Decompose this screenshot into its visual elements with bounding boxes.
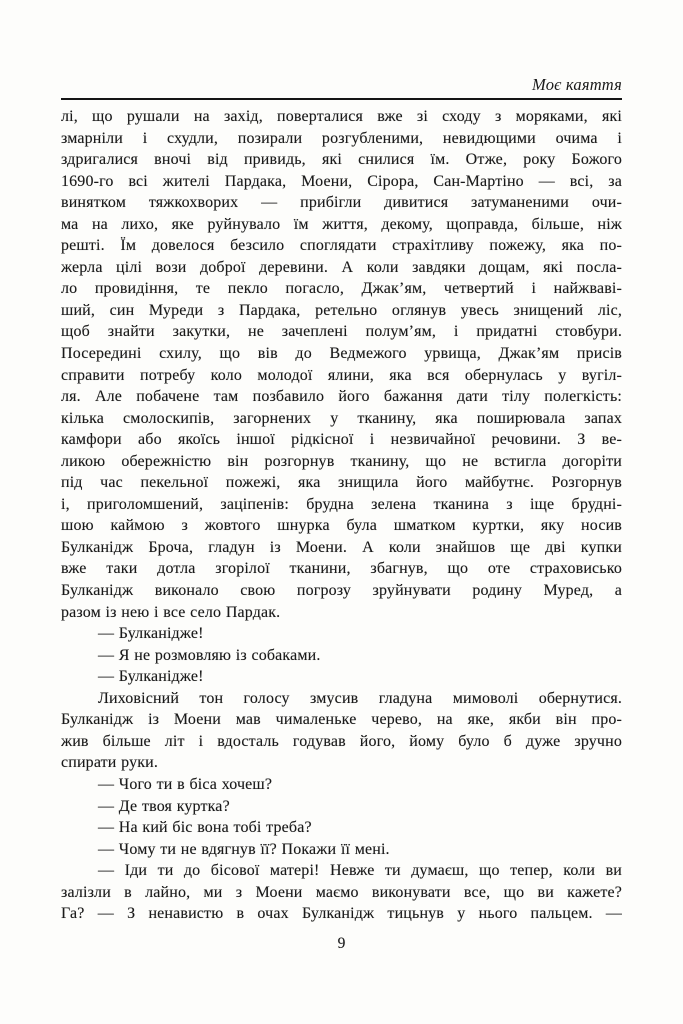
text-line: змарніли і схудли, позирали розгубленими, невидющими очима і — [61, 129, 622, 147]
text-line: Посередині схилу, що вів до Ведмежого урвища, Джак’ям присів — [61, 345, 622, 363]
text-line: ликою обережністю він розгорнув тканину, що не встигла догоріти — [61, 452, 622, 470]
dialogue-line: — Булканідже! — [98, 668, 204, 686]
text-line: і, приголомшений, заціпенів: брудна зелена тканина з іще брудні- — [61, 495, 622, 513]
text-line: кілька смолоскипів, загорнених у тканину, яка поширювала запах — [61, 409, 622, 427]
text-line: Лиховісний тон голосу змусив гладуна мимоволі обернутися. — [98, 689, 622, 707]
text-line: 1690-го всі жителі Пардака, Моени, Сірора, Сан-Мартіно — всі, за — [61, 172, 622, 190]
text-line: ля. Але побачене там позбавило його бажання дати тілу полегкість: — [61, 388, 622, 406]
text-line: Булканідж із Моени мав чималеньке черево, на яке, якби він про- — [61, 711, 622, 729]
dialogue-line: — Де твоя куртка? — [98, 797, 230, 815]
dialogue-line: — Іди ти до бісової матері! Невже ти думаєш, що тепер, коли ви — [98, 862, 622, 880]
text-line: жив більше літ і вдосталь годував його, йому було б дуже зручно — [61, 732, 622, 750]
text-line: решті. Їм довелося безсило споглядати страхітливу пожежу, яка по- — [61, 237, 622, 255]
text-line: під час пекельної пожежі, яка знищила його майбутнє. Розгорнув — [61, 474, 622, 492]
text-line: ма на лихо, яке руйнувало їм життя, декому, щоправда, більше, ніж — [61, 215, 622, 233]
dialogue-line: — Чому ти не вдягнув її? Покажи її мені. — [98, 840, 390, 858]
page-number: 9 — [337, 934, 346, 952]
dialogue-line: — Булканідже! — [98, 625, 204, 643]
running-header — [61, 0, 622, 96]
text-line: разом із нею і все село Пардак. — [61, 603, 281, 621]
text-line: залізли в лайно, ми з Моени маємо виконувати все, що ви кажете? — [61, 883, 622, 901]
text-line: щоб знайти закутки, не зачеплені полум’ям, і придатні стовбури. — [61, 323, 622, 341]
dialogue-line: — Чого ти в біса хочеш? — [98, 775, 273, 793]
text-line: лі, що рушали на захід, поверталися вже зі сходу з моряками, які — [61, 108, 622, 125]
text-line: здригалися вночі від привидь, які снилися їм. Отже, року Божого — [61, 151, 622, 169]
text-line: камфори або якоїсь іншої рідкісної і незвичайної речовини. З ве- — [61, 431, 622, 449]
text-line: справити потребу коло молодої ялини, яка вся обернулась у вугіл- — [61, 366, 622, 384]
text-line: жерла цілі вози доброї деревини. А коли завдяки дощам, які посла- — [61, 258, 622, 276]
text-line: Булканідж Броча, гладун із Моени. А коли знайшов ще дві купки — [61, 538, 622, 556]
dialogue-line: — Я не розмовляю із собаками. — [98, 646, 321, 664]
text-line: Га? — З ненавистю в очах Булканідж тицьнув у нього пальцем. — — [61, 905, 622, 923]
running-title: Моє каяття — [531, 75, 622, 94]
text-line: спирати руки. — [61, 754, 159, 772]
text-line: Булканідж виконало свою погрозу зруйнувати родину Муред, а — [61, 582, 622, 600]
text-line: вже таки дотла згорілої тканини, збагнув, що оте страховисько — [61, 560, 622, 578]
header-rule — [61, 98, 622, 100]
text-line: ший, син Муреди з Пардака, ретельно оглянув увесь знищений ліс, — [61, 301, 622, 319]
body-text — [61, 106, 622, 925]
text-line: шою каймою з жовтого шнурка була шматком куртки, яку носив — [61, 517, 622, 535]
text-line: ло провидіння, те пекло погасло, Джак’ям, четвертий і найжваві- — [61, 280, 622, 298]
text-line: винятком тяжкохворих — прибігли дивитися затуманеними очи- — [61, 194, 622, 212]
dialogue-line: — На кий біс вона тобі треба? — [98, 819, 312, 837]
